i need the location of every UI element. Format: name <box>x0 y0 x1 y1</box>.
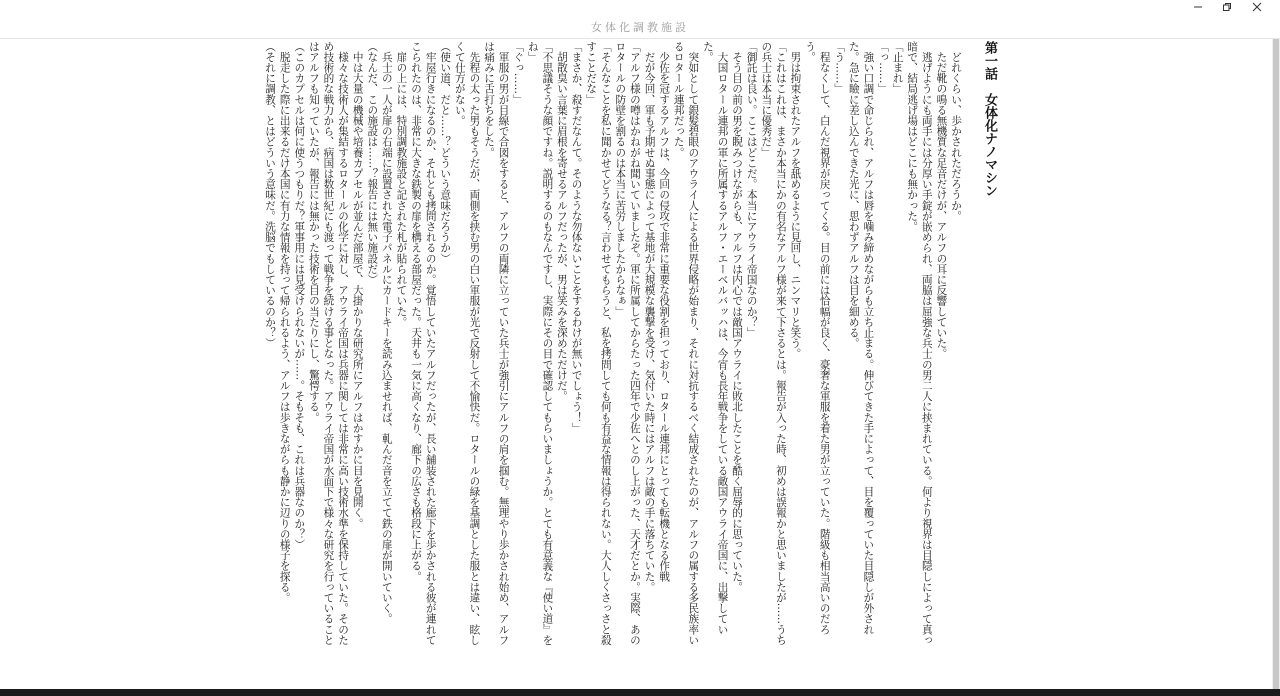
paragraph: 「ぐっ……」 <box>512 41 525 105</box>
paragraph: 「まさか、殺すだなんて。そのような勿体ないことをするわけが無いでしょう！」 <box>570 41 583 434</box>
minimize-icon <box>1193 2 1203 12</box>
paragraph: ただ靴の鳴る無機質な足音だけが、アルフの耳に反響していた。 <box>935 41 948 359</box>
paragraph: 「御託は良い。ここはどこだ。本当にアウライ帝国なのか？」 <box>745 41 758 338</box>
vertical-text-page[interactable] <box>264 41 1002 649</box>
paragraph: だが今回、軍も予期せぬ事態によって基地が大規模な襲撃を受け、気付いた時にはアルフは敵の手に落ちていた。 <box>643 41 656 593</box>
paragraph: 様々な技術人が集結するロタールの化学に対し、アウライ帝国は兵器に関しては非常に高い技術水準を保持していた。そのため技術的な戦力から、病国は数世紀にも渡って戦争を続ける事となった。アウライ帝国が水面下で様々な研究を行っていることはアルフも知っていたが、報告には無かった技術を目の当たりにし、驚愕する。 <box>307 41 350 646</box>
paragraph: 扉の上には、特別調教施設と記された札が貼られていた。 <box>395 41 408 328</box>
restore-icon <box>1222 2 1232 12</box>
paragraph: 少佐を冠するアルフは、今回の侵攻で非常に重要な役割を担っており、ロタール連邦にとっても転機となる作戦 <box>658 41 671 582</box>
paragraph: 先程の太った男もそうだが、両側を挟む男の白い軍服が光で反射して不愉快だ。ロタールの緑を基調とした服とは違い、眩しくて仕方がない。 <box>453 41 481 646</box>
paragraph: 兵士の一人が扉の右端に設置された電子パネルにカードキーを読み込ませれば、軋んだ音を立てて鉄の扉が開いていく。 <box>380 41 393 624</box>
title-bar <box>0 0 1280 39</box>
reader-view[interactable] <box>0 39 1280 689</box>
minimize-button[interactable] <box>1182 0 1214 14</box>
paragraph: 「そんなことを私に聞かせてどうなる？言わせてもらうと、私を拷問しても何も有益な情報は得られない。大人しくさっさと殺すことだな」 <box>585 41 612 646</box>
restore-button[interactable] <box>1211 0 1243 14</box>
close-icon <box>1252 2 1262 12</box>
paragraph: 脱走した際に出来るだけ本国に有力な情報を持って帰られるよう、アルフは歩きながらも静かに辺りの様子を探る。 <box>278 41 291 603</box>
paragraph: 程なくして、白んだ視界が戻ってくる。目の前には恰幅が良く、豪奢な軍服を着た男が立っていた。階級も相当高いのだろう。 <box>804 41 831 635</box>
paragraph: 「止まれ」 <box>891 41 904 94</box>
paragraph: 胡散臭い言葉に眉根を寄せるアルフだったが、男は笑みを深めただけだ。 <box>555 41 568 402</box>
paragraph: 中は大量の機械や培養カプセルが並んだ部屋で、大掛かりな研究所にアルフはかすかに目を見開く。 <box>351 41 364 529</box>
close-button[interactable] <box>1241 0 1273 14</box>
paragraph: 「っ……」 <box>877 41 890 94</box>
paragraph: 強い口調で命じられ、アルフは唇を噛み締めながらも立ち止まる。伸びてきた手によって、目を覆っていた目隠しが外された。急に瞼に差し込んできた光に、思わずアルフは目を細める。 <box>847 41 875 635</box>
paragraph: 男は拘束されたアルフを舐めるように見回し、ニンマリと笑う。 <box>789 41 802 359</box>
paragraph: 軍服の男が目線で合図をすると、アルフの両隣に立っていた兵士が強引にアルフの肩を掴む。無理やり歩かされ始め、アルフは痛みに舌打ちをした。 <box>483 41 510 646</box>
paragraph: そう目の前の男を睨みつけながらも、アルフは内心では敵国アウライに敗北したことを酷く屈辱的に思っていた。 <box>731 41 744 593</box>
paragraph: （使い道、だと……？どういう意味だろうか） <box>439 41 452 264</box>
paragraph: 「アルフ様の噂はかねがね聞いていましたぞ。軍に所属してからたった四年で少佐へとのし上がった、天才だとか。実際、あのロタールの防壁を割るのは本当に苦労しましたからなぁ」 <box>614 41 641 646</box>
paragraph: （このカプセルは何に使うつもりだ？軍事用には見受けられないが……。そもそも、これは兵器なのか？） <box>293 41 306 550</box>
paragraph: （なんだ、この施設は……？報告には無い施設だ） <box>366 41 379 285</box>
scrollbar-thumb[interactable] <box>1273 39 1279 689</box>
paragraph: 牢屋行きになるのか、それとも拷問されるのか。覚悟していたアルフだったが、長い舗装された廊下を歩かされる彼が連れてこられたのは、非常に大きな鉄製の扉を構える部屋だった。天井も一気に高くなり、廊下の広さも格段に上がる。 <box>410 41 437 646</box>
taskbar <box>0 689 1280 696</box>
chapter-title: 第一話 女体化ナノマシン <box>982 41 997 197</box>
scrollbar[interactable] <box>1272 39 1280 689</box>
paragraph: 「不思議そうな顔ですね。説明するのもなんですし、実際にその目で確認してもらいましょうか。とても有意義な『使い道』をね」 <box>526 41 554 646</box>
paragraph: 突如として銀髪碧眼のアウライ人による世界侵略が始まり、それに対抗するべく結成されたのが、アルフの属する多民族率いるロタール連邦だった。 <box>672 41 700 646</box>
paragraph: 逃げようにも両手には分厚い手錠が嵌められ、両脇は屈強な兵士の男二人に挟まれている。何より視界は目隠しによって真っ暗で、結局逃げ場はどこにも無かった。 <box>906 41 933 646</box>
paragraph: （それに調教、とはどういう意味だ。洗脳でもしているのか？） <box>264 41 277 349</box>
window-title: 女体化調教施設 <box>591 21 689 34</box>
paragraph: どれくらい、歩かされただろうか。 <box>950 41 962 222</box>
paragraph: 「これはこれは、まさか本当にかの有名なアルフ様が来て下さるとは。報告が入った時、初めは誤報かと思いましたが……うちの兵士は本当に優秀だ」 <box>760 41 787 646</box>
paragraph: 大国ロタール連邦の軍に所属するアルフ・エーベルバッハは、今宵も長年戦争をしている敵国アウライ帝国に、出撃していた。 <box>701 41 729 635</box>
paragraph: 「う……」 <box>833 41 846 94</box>
